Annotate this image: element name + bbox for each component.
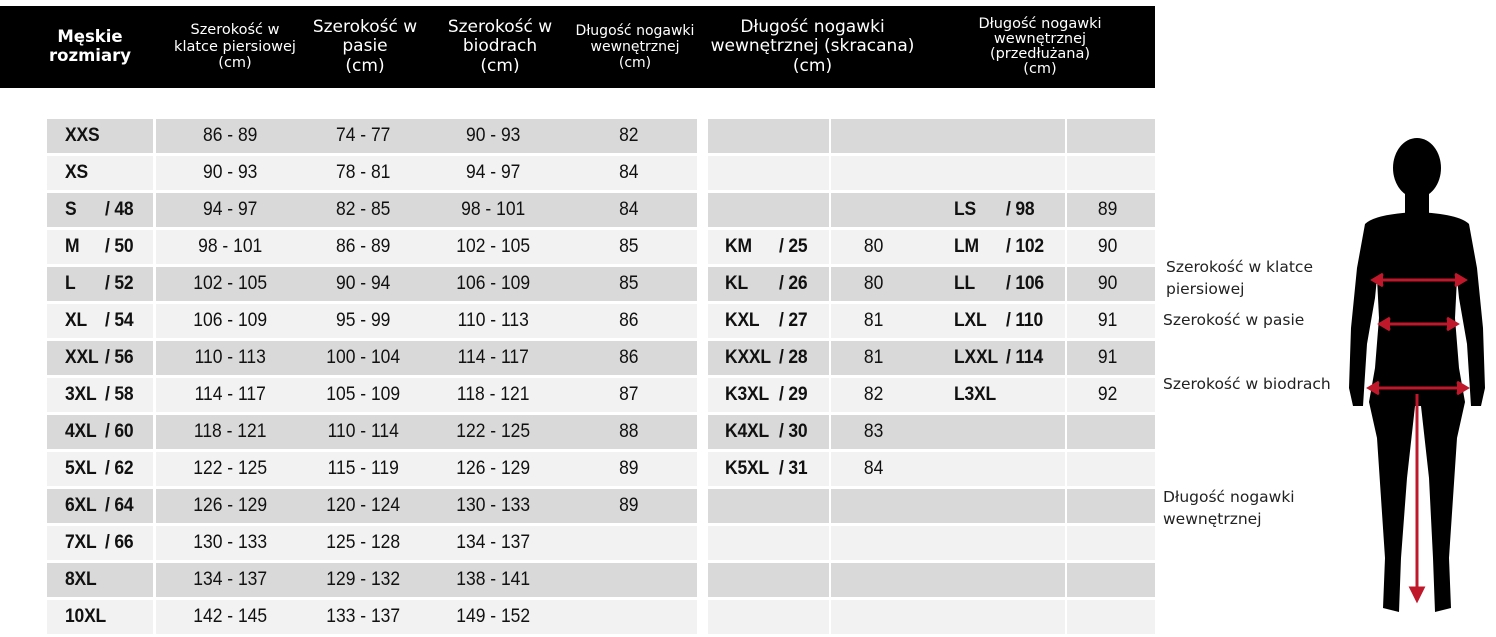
- long-eu-cell: [1006, 526, 1061, 560]
- eu-size-cell: [105, 119, 146, 153]
- long-eu-cell: [1006, 378, 1061, 412]
- short-length-cell: [846, 156, 901, 190]
- table-row: [0, 452, 1155, 486]
- eu-size-cell: / 60: [105, 421, 134, 442]
- long-size-cell: [954, 452, 1009, 486]
- short-size-cell: K4XL: [725, 421, 769, 442]
- long-length-cell: [1080, 600, 1135, 634]
- hips-cell: 90 - 93: [465, 125, 521, 146]
- long-eu-cell: [1006, 563, 1061, 597]
- long-size-cell: LL: [954, 273, 975, 294]
- short-length-cell: 81: [863, 347, 884, 368]
- inseam-cell: 87: [619, 384, 639, 405]
- long-eu-cell: [1006, 489, 1061, 523]
- chest-cell: 110 - 113: [194, 347, 266, 368]
- chest-cell: 130 - 133: [193, 532, 268, 553]
- short-length-cell: 80: [863, 273, 884, 294]
- long-length-cell: [1080, 119, 1135, 153]
- short-eu-cell: [779, 119, 825, 153]
- header-size: Męskie rozmiary: [49, 27, 131, 65]
- eu-size-cell: [105, 563, 146, 597]
- long-size-cell: [954, 526, 1009, 560]
- hips-cell: 98 - 101: [461, 199, 526, 220]
- eu-size-cell: / 48: [105, 199, 134, 220]
- waist-cell: 115 - 119: [327, 458, 399, 479]
- long-size-cell: [954, 156, 1009, 190]
- inseam-cell: 89: [619, 495, 639, 516]
- long-eu-cell: [1006, 156, 1061, 190]
- eu-size-cell: [105, 600, 146, 634]
- long-eu-cell: / 114: [1006, 347, 1044, 368]
- long-length-cell: 90: [1097, 273, 1118, 294]
- long-length-cell: [1080, 452, 1135, 486]
- long-length-cell: [1080, 526, 1135, 560]
- hips-cell: 114 - 117: [457, 347, 529, 368]
- long-eu-cell: / 98: [1006, 199, 1035, 220]
- table-row: [0, 230, 1155, 264]
- waist-cell: 133 - 137: [326, 606, 401, 627]
- header-chest: Szerokość w klatce piersiowej (cm): [174, 21, 296, 72]
- inseam-cell: [592, 563, 666, 597]
- eu-size-cell: / 64: [105, 495, 134, 516]
- size-cell: 7XL: [65, 532, 97, 553]
- short-eu-cell: [779, 193, 825, 227]
- waist-cell: 78 - 81: [335, 162, 391, 183]
- long-size-cell: [954, 415, 1009, 449]
- waist-cell: 90 - 94: [335, 273, 391, 294]
- short-length-cell: [846, 119, 901, 153]
- size-cell: L: [65, 273, 76, 294]
- hips-cell: 130 - 133: [456, 495, 531, 516]
- hips-cell: 118 - 121: [456, 384, 530, 405]
- long-eu-cell: / 106: [1006, 273, 1044, 294]
- chest-cell: 102 - 105: [193, 273, 268, 294]
- short-length-cell: 80: [863, 236, 884, 257]
- eu-size-cell: [105, 156, 146, 190]
- long-size-cell: L3XL: [954, 384, 997, 405]
- size-cell: 10XL: [65, 606, 107, 627]
- hips-label: Szerokość w biodrach: [1163, 375, 1331, 393]
- long-size-cell: [954, 119, 1009, 153]
- chest-cell: 114 - 117: [194, 384, 266, 405]
- table-row: [0, 267, 1155, 301]
- eu-size-cell: / 66: [105, 532, 134, 553]
- table-row: [0, 563, 1155, 597]
- short-length-cell: [846, 489, 901, 523]
- short-size-cell: [725, 489, 780, 523]
- table-row: [0, 489, 1155, 523]
- header-inseam-long: Długość nogawki wewnętrznej (przedłużana) (cm): [978, 15, 1102, 78]
- short-eu-cell: / 30: [779, 421, 808, 442]
- long-size-cell: LM: [954, 236, 979, 257]
- chest-cell: 86 - 89: [202, 125, 258, 146]
- short-length-cell: [846, 600, 901, 634]
- long-eu-cell: [1006, 600, 1061, 634]
- table-row: [0, 600, 1155, 634]
- short-eu-cell: / 25: [779, 236, 808, 257]
- short-size-cell: [725, 119, 780, 153]
- eu-size-cell: / 54: [105, 310, 134, 331]
- inseam-cell: 85: [619, 236, 639, 257]
- hips-cell: 134 - 137: [456, 532, 531, 553]
- size-cell: 4XL: [65, 421, 97, 442]
- long-length-cell: [1080, 156, 1135, 190]
- long-length-cell: [1080, 489, 1135, 523]
- inseam-cell: [592, 526, 666, 560]
- short-eu-cell: [779, 526, 825, 560]
- size-cell: XL: [65, 310, 87, 331]
- size-cell: M: [65, 236, 80, 257]
- inseam-cell: 86: [619, 310, 639, 331]
- short-length-cell: [846, 526, 901, 560]
- table-row: [0, 526, 1155, 560]
- size-cell: XXL: [65, 347, 99, 368]
- table-row: [0, 378, 1155, 412]
- chest-cell: 98 - 101: [198, 236, 263, 257]
- short-eu-cell: [779, 489, 825, 523]
- eu-size-cell: / 58: [105, 384, 134, 405]
- inseam-cell: 86: [619, 347, 639, 368]
- short-size-cell: KXXL: [725, 347, 771, 368]
- waist-cell: 95 - 99: [335, 310, 391, 331]
- short-length-cell: [846, 193, 901, 227]
- hips-cell: 149 - 152: [456, 606, 531, 627]
- long-length-cell: [1080, 563, 1135, 597]
- long-eu-cell: / 110: [1006, 310, 1044, 331]
- waist-cell: 82 - 85: [335, 199, 391, 220]
- size-cell: 8XL: [65, 569, 97, 590]
- hips-cell: 110 - 113: [457, 310, 529, 331]
- short-length-cell: 83: [863, 421, 884, 442]
- waist-arrow: [1380, 318, 1457, 330]
- long-size-cell: [954, 489, 1009, 523]
- waist-cell: 120 - 124: [326, 495, 401, 516]
- size-cell: 5XL: [65, 458, 97, 479]
- short-eu-cell: / 31: [779, 458, 808, 479]
- eu-size-cell: / 56: [105, 347, 134, 368]
- eu-size-cell: / 50: [105, 236, 134, 257]
- size-cell: 6XL: [65, 495, 97, 516]
- short-length-cell: 82: [863, 384, 884, 405]
- short-size-cell: K5XL: [725, 458, 769, 479]
- chest-cell: 106 - 109: [193, 310, 268, 331]
- waist-cell: 129 - 132: [326, 569, 401, 590]
- waist-label: Szerokość w pasie: [1163, 311, 1305, 329]
- header-inseam-short: Długość nogawki wewnętrznej (skracana) (cm): [710, 16, 915, 76]
- inseam-cell: 84: [619, 199, 639, 220]
- hips-cell: 138 - 141: [456, 569, 531, 590]
- short-eu-cell: / 29: [779, 384, 808, 405]
- chest-cell: 142 - 145: [193, 606, 268, 627]
- long-length-cell: 92: [1097, 384, 1118, 405]
- hips-cell: 126 - 129: [456, 458, 531, 479]
- waist-cell: 100 - 104: [326, 347, 401, 368]
- header-waist: Szerokość w pasie (cm): [312, 16, 418, 76]
- inseam-cell: 89: [619, 458, 639, 479]
- waist-cell: 86 - 89: [335, 236, 391, 257]
- short-eu-cell: [779, 563, 825, 597]
- hips-cell: 102 - 105: [456, 236, 531, 257]
- long-length-cell: 91: [1097, 347, 1118, 368]
- short-length-cell: [846, 563, 901, 597]
- chest-cell: 126 - 129: [193, 495, 268, 516]
- short-size-cell: [725, 526, 780, 560]
- header-inseam: Długość nogawki wewnętrznej (cm): [575, 22, 695, 72]
- chest-cell: 94 - 97: [202, 199, 258, 220]
- inseam-cell: 82: [619, 125, 639, 146]
- eu-size-cell: / 52: [105, 273, 134, 294]
- size-cell: XS: [65, 162, 88, 183]
- table-row: [0, 156, 1155, 190]
- eu-size-cell: / 62: [105, 458, 134, 479]
- long-length-cell: [1080, 415, 1135, 449]
- size-cell: S: [65, 199, 77, 220]
- long-size-cell: LS: [954, 199, 976, 220]
- inseam-cell: 84: [619, 162, 639, 183]
- short-size-cell: K3XL: [725, 384, 769, 405]
- short-size-cell: KM: [725, 236, 752, 257]
- inseam-arrow: [1411, 394, 1423, 600]
- long-size-cell: [954, 600, 1009, 634]
- waist-cell: 125 - 128: [326, 532, 401, 553]
- chest-arrow: [1373, 274, 1465, 286]
- long-length-cell: 89: [1097, 199, 1118, 220]
- short-length-cell: 84: [863, 458, 884, 479]
- long-size-cell: LXL: [954, 310, 987, 331]
- inseam-cell: [592, 600, 666, 634]
- short-eu-cell: / 28: [779, 347, 808, 368]
- short-eu-cell: [779, 156, 825, 190]
- short-size-cell: [725, 563, 780, 597]
- short-size-cell: KXL: [725, 310, 760, 331]
- long-eu-cell: [1006, 415, 1061, 449]
- long-size-cell: [954, 563, 1009, 597]
- table-row: [0, 304, 1155, 338]
- inseam-cell: 88: [619, 421, 639, 442]
- short-size-cell: [725, 193, 780, 227]
- short-eu-cell: [779, 600, 825, 634]
- short-size-cell: KL: [725, 273, 748, 294]
- measurement-arrows: [1335, 138, 1495, 623]
- chest-cell: 122 - 125: [193, 458, 268, 479]
- short-length-cell: 81: [863, 310, 884, 331]
- hips-cell: 94 - 97: [465, 162, 521, 183]
- hips-cell: 122 - 125: [456, 421, 531, 442]
- size-cell: 3XL: [65, 384, 97, 405]
- inseam-label: Długość nogawki wewnętrznej: [1163, 488, 1295, 529]
- header-hips: Szerokość w biodrach (cm): [447, 16, 553, 76]
- table-row: [0, 341, 1155, 375]
- long-length-cell: 90: [1097, 236, 1118, 257]
- long-eu-cell: [1006, 119, 1061, 153]
- long-eu-cell: [1006, 452, 1061, 486]
- size-cell: XXS: [65, 125, 100, 146]
- long-length-cell: 91: [1097, 310, 1118, 331]
- waist-cell: 74 - 77: [335, 125, 391, 146]
- waist-cell: 105 - 109: [326, 384, 401, 405]
- table-header: [0, 6, 1155, 88]
- chest-cell: 90 - 93: [202, 162, 258, 183]
- chest-cell: 134 - 137: [193, 569, 268, 590]
- table-row: [0, 415, 1155, 449]
- table-row: [0, 119, 1155, 153]
- hips-cell: 106 - 109: [456, 273, 531, 294]
- short-eu-cell: / 26: [779, 273, 808, 294]
- short-size-cell: [725, 156, 780, 190]
- long-size-cell: LXXL: [954, 347, 998, 368]
- waist-cell: 110 - 114: [327, 421, 399, 442]
- long-eu-cell: / 102: [1006, 236, 1044, 257]
- chest-cell: 118 - 121: [193, 421, 267, 442]
- table-row: [0, 193, 1155, 227]
- chest-label: Szerokość w klatce piersiowej: [1166, 258, 1313, 299]
- short-eu-cell: / 27: [779, 310, 808, 331]
- hips-arrow: [1369, 382, 1467, 394]
- short-size-cell: [725, 600, 780, 634]
- inseam-cell: 85: [619, 273, 639, 294]
